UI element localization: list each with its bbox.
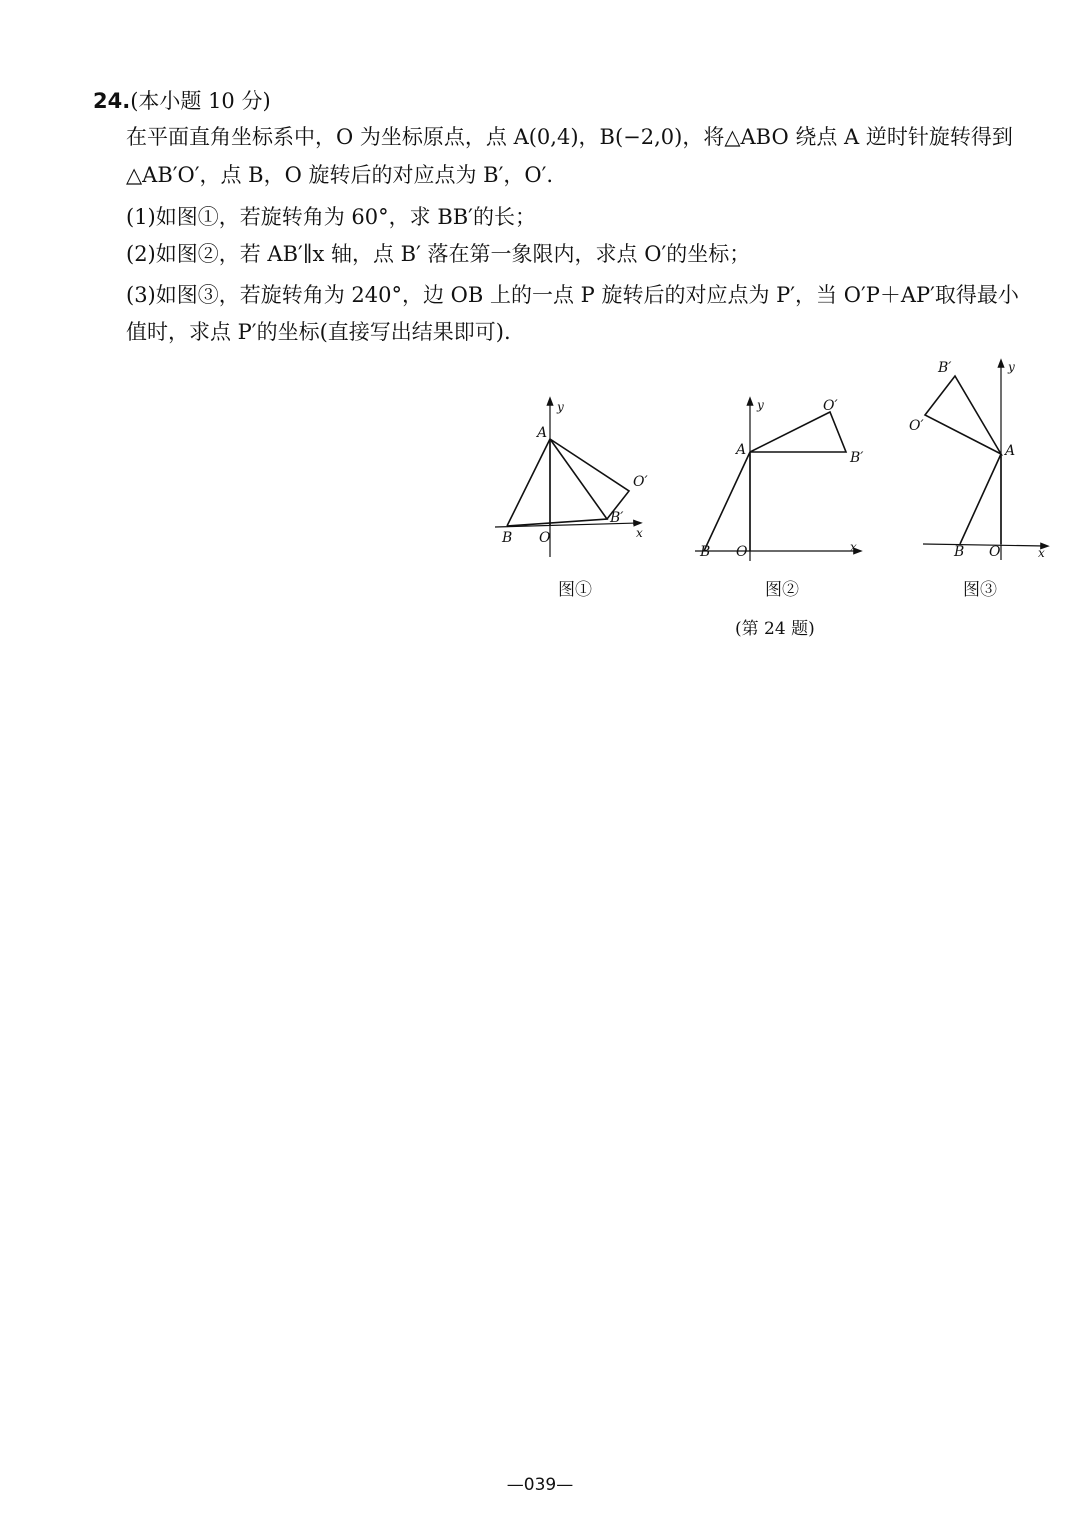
problem-stem-line2: △AB′O′，点 B，O 旋转后的对应点为 B′，O′.	[126, 163, 554, 187]
figure-2	[690, 395, 870, 564]
label-y: y	[1008, 360, 1015, 374]
figure-1	[490, 395, 660, 559]
problem-score: (本小题 10 分)	[130, 89, 271, 113]
label-O: O	[989, 544, 1001, 560]
label-B: B	[502, 530, 513, 546]
label-x: x	[850, 540, 857, 554]
triangle-ABO	[507, 439, 550, 526]
label-A: A	[736, 442, 747, 458]
figure-3	[905, 355, 1055, 569]
problem-24	[93, 84, 1053, 118]
triangle-ABO	[960, 454, 1001, 544]
triangle-ABO	[704, 452, 750, 551]
label-A: A	[537, 425, 548, 441]
figure-1-caption: 图①	[558, 580, 592, 600]
label-Bp: B′	[850, 450, 864, 466]
label-A: A	[1005, 443, 1016, 459]
figure-2-caption: 图②	[765, 580, 799, 600]
label-y: y	[757, 398, 764, 412]
problem-part2: (2)如图②，若 AB′∥x 轴，点 B′ 落在第一象限内，求点 O′的坐标；	[126, 242, 751, 266]
problem-number: 24.	[93, 89, 131, 113]
label-O: O	[736, 544, 748, 560]
problem-header	[93, 84, 1053, 118]
x-axis	[923, 544, 1045, 546]
label-B: B	[954, 544, 965, 560]
figure-2-diagram	[690, 395, 870, 560]
label-Op: O′	[823, 398, 838, 414]
problem-caption: (第 24 题)	[735, 619, 815, 639]
triangle-ABpOp	[925, 376, 1001, 454]
problem-part3-line2: 值时，求点 P′的坐标(直接写出结果即可).	[126, 320, 511, 344]
label-Bp: B′	[610, 510, 624, 526]
label-B: B	[700, 544, 711, 560]
label-Op: O′	[909, 418, 924, 434]
figure-1-diagram	[490, 395, 660, 555]
problem-stem-line1: 在平面直角坐标系中，O 为坐标原点，点 A(0,4)，B(−2,0)，将△ABO 绕点 A 逆时针旋转得到	[126, 125, 1013, 149]
label-x: x	[636, 526, 643, 540]
figure-3-caption: 图③	[963, 580, 997, 600]
label-Bp: B′	[938, 360, 952, 376]
triangle-ABpOp	[750, 412, 846, 452]
problem-part1: (1)如图①，若旋转角为 60°，求 BB′的长；	[126, 205, 536, 229]
label-x: x	[1038, 546, 1045, 560]
figure-3-diagram	[905, 355, 1055, 565]
problem-part3-line1: (3)如图③，若旋转角为 240°，边 OB 上的一点 P 旋转后的对应点为 P′，当 O′P＋AP′取得最小	[126, 283, 1019, 307]
label-Op: O′	[633, 474, 648, 490]
page-number: —039—	[506, 1475, 574, 1495]
label-y: y	[557, 400, 564, 414]
label-O: O	[539, 530, 551, 546]
